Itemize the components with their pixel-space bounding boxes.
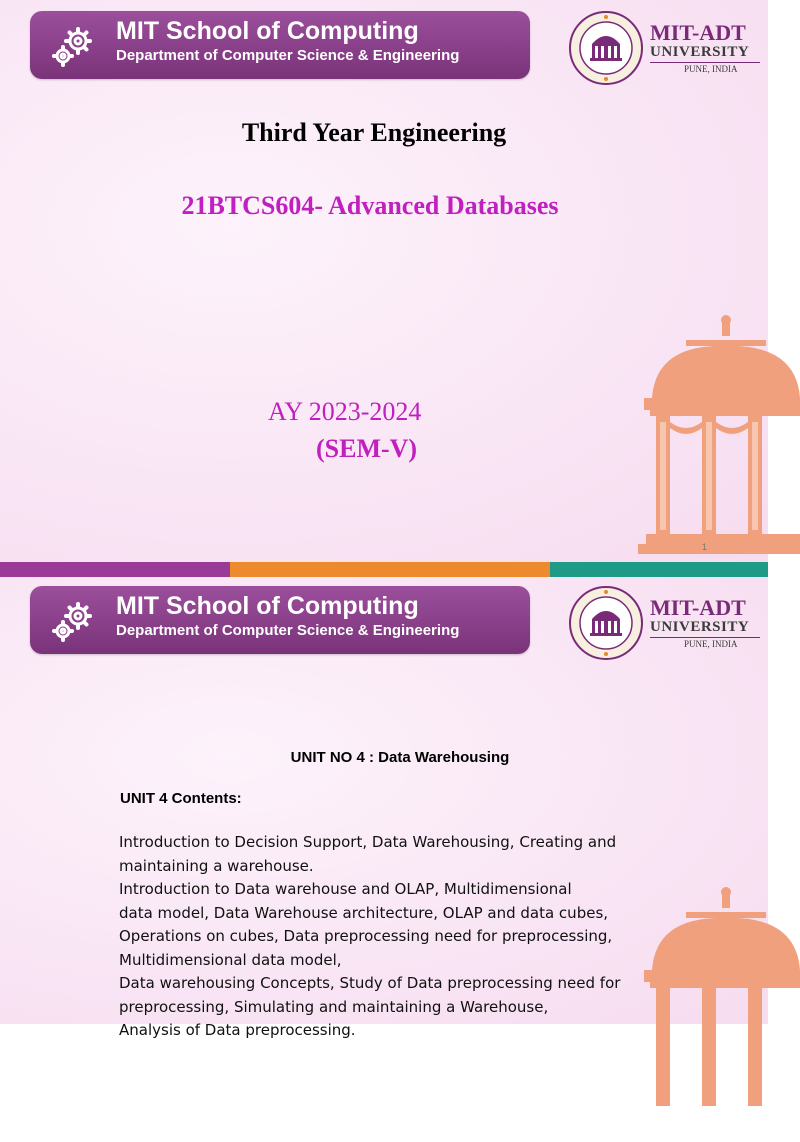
contents-heading: UNIT 4 Contents: (120, 790, 242, 807)
slide-2 (0, 577, 768, 1039)
content-line: Introduction to Data warehouse and OLAP, Multidimensional (119, 880, 572, 898)
content-line: Multidimensional data model, (119, 950, 342, 969)
contents-list (119, 831, 659, 1043)
university-city: PUNE, INDIA (684, 64, 738, 74)
page-number: 1 (702, 542, 708, 552)
academic-year: AY 2023-2024 (268, 397, 422, 426)
gear-icon (50, 23, 98, 71)
slide-1 (0, 0, 768, 562)
university-logo (566, 583, 766, 663)
content-line: data model, Data Warehouse architecture, OLAP and data cubes, (119, 903, 609, 922)
content-line: Operations on cubes, Data preprocessing need for preprocessing, (119, 927, 613, 945)
logo-underline (650, 637, 760, 638)
semester: (SEM-V) (316, 434, 418, 463)
divider-stripe-orange (230, 562, 550, 577)
gear-icon (50, 598, 98, 646)
school-title: MIT School of Computing (116, 592, 419, 620)
content-line: Data warehousing Concepts, Study of Data preprocessing need for (119, 974, 621, 992)
slide-divider (0, 562, 768, 577)
logo-underline (650, 62, 760, 63)
content-line: Introduction to Decision Support, Data Warehousing, Creating and (119, 833, 617, 851)
unit-title: UNIT NO 4 : Data Warehousing (290, 749, 510, 766)
school-title: MIT School of Computing (116, 17, 419, 45)
dome-pavilion-icon (616, 310, 796, 570)
university-seal-icon (568, 585, 644, 661)
university-word: UNIVERSITY (650, 44, 750, 60)
content-line: maintaining a warehouse. (119, 856, 314, 875)
university-city: PUNE, INDIA (684, 639, 738, 649)
header-banner (30, 586, 530, 654)
content-line: preprocessing, Simulating and maintaining a Warehouse, (119, 997, 549, 1016)
university-name: MIT-ADT (650, 20, 746, 45)
course-title: 21BTCS604- Advanced Databases (181, 191, 559, 220)
university-name: MIT-ADT (650, 595, 746, 620)
program-year: Third Year Engineering (241, 118, 507, 147)
university-word: UNIVERSITY (650, 619, 750, 635)
university-seal-icon (568, 10, 644, 86)
department-subtitle: Department of Computer Science & Engineering (116, 622, 460, 639)
divider-stripe-purple (0, 562, 230, 577)
header-banner (30, 11, 530, 79)
university-logo (566, 8, 766, 88)
divider-stripe-teal (550, 562, 768, 577)
department-subtitle: Department of Computer Science & Engineering (116, 47, 460, 64)
content-line: Analysis of Data preprocessing. (119, 1021, 356, 1039)
